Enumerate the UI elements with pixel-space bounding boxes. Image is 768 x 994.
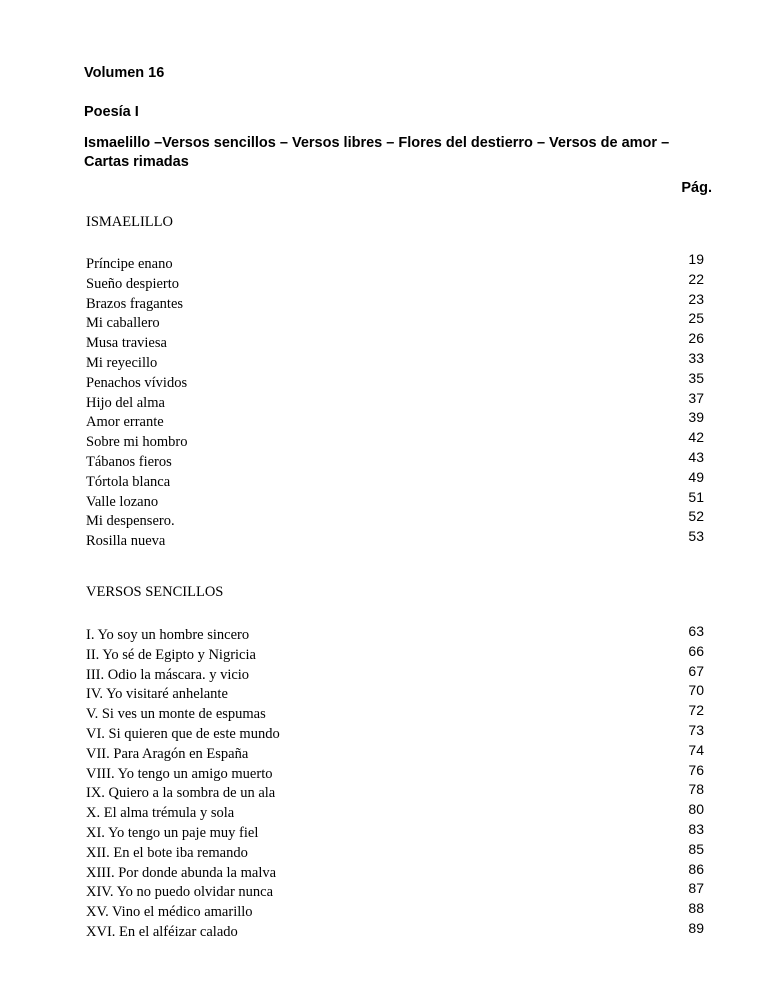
toc-entry-page: 51	[688, 488, 704, 505]
toc-entry-title: Amor errante	[86, 414, 164, 431]
toc-entry-page: 88	[688, 900, 704, 917]
toc-entry-page: 33	[688, 349, 704, 366]
toc-entry-page: 85	[688, 840, 704, 857]
toc-entry-title: X. El alma trémula y sola	[86, 805, 235, 822]
toc-entry-page: 42	[688, 429, 704, 446]
toc-entry-title: VII. Para Aragón en España	[86, 745, 249, 762]
toc-entry-title: Mi reyecillo	[86, 354, 158, 371]
toc-entry-page: 73	[688, 721, 704, 738]
toc-entry-page: 72	[688, 702, 704, 719]
toc-entry-title: Sueño despierto	[86, 275, 180, 292]
toc-entry-page: 35	[688, 369, 704, 386]
toc-entry-page: 83	[688, 820, 704, 837]
toc-entry-title: Valle lozano	[86, 493, 159, 510]
toc-entry-title: III. Odio la máscara. y vicio	[86, 666, 250, 683]
toc-entry-page: 43	[688, 448, 704, 465]
toc-entry-page: 66	[688, 642, 704, 659]
toc-entry-title: Sobre mi hombro	[86, 434, 188, 451]
toc-entry-title: VI. Si quieren que de este mundo	[86, 725, 280, 742]
toc-entry-title: Príncipe enano	[86, 256, 173, 272]
section-title-versos-sencillos: VERSOS SENCILLOS	[86, 584, 224, 600]
toc-entry-page: 78	[688, 781, 704, 798]
section-title-ismaelillo: ISMAELILLO	[86, 214, 173, 230]
toc-entry-title: IX. Quiero a la sombra de un ala	[86, 785, 276, 802]
toc-entry-page: 49	[688, 468, 704, 485]
toc-entry-title: Rosilla nueva	[86, 533, 166, 550]
toc-entry-page: 53	[688, 528, 704, 545]
toc-entry-page: 23	[688, 290, 704, 307]
toc-entry-title: VIII. Yo tengo un amigo muerto	[86, 765, 273, 782]
toc-entry-title: V. Si ves un monte de espumas	[86, 706, 266, 723]
toc-entry-page: 22	[688, 270, 704, 287]
toc-entry-title: Brazos fragantes	[86, 295, 184, 312]
toc-entry-title: II. Yo sé de Egipto y Nigricia	[86, 646, 256, 663]
toc-entry-title: Tábanos fieros	[86, 453, 172, 470]
toc-entry-title: Penachos vívidos	[86, 374, 188, 391]
toc-entry-page: 76	[688, 761, 704, 778]
toc-entry-title: XV. Vino el médico amarillo	[86, 904, 253, 921]
toc-entry-title: Mi despensero.	[86, 513, 175, 530]
toc-entry-title: Tórtola blanca	[86, 473, 171, 490]
toc-entry-page: 26	[688, 330, 704, 347]
toc-entry-title: XIII. Por donde abunda la malva	[86, 864, 277, 881]
toc-entry-title: XIV. Yo no puedo olvidar nunca	[86, 884, 274, 901]
page-numbers-versos-sencillos	[688, 622, 704, 939]
toc-entry-page: 74	[688, 741, 704, 758]
volume-heading: Volumen 16	[84, 65, 165, 81]
toc-entry-page: 89	[688, 919, 704, 936]
toc-entry-title: XII. En el bote iba remando	[86, 844, 248, 861]
toc-entry-title: XI. Yo tengo un paje muy fiel	[86, 824, 259, 841]
toc-entry-page: 39	[688, 409, 704, 426]
toc-entry-page: 80	[688, 801, 704, 818]
subtitle-heading: Poesía I	[84, 104, 139, 120]
section-list-versos-sencillos	[86, 626, 280, 943]
toc-entry-page: 86	[688, 860, 704, 877]
toc-entry-title: XVI. En el alféizar calado	[86, 923, 238, 940]
toc-entry-title: IV. Yo visitaré anhelante	[86, 686, 228, 703]
toc-entry-title: Mi caballero	[86, 315, 160, 332]
page-column-label: Pág.	[681, 180, 712, 196]
toc-entry-page: 70	[688, 682, 704, 699]
toc-entry-page: 37	[688, 389, 704, 406]
toc-entry-title: I. Yo soy un hombre sincero	[86, 627, 250, 643]
section-list-ismaelillo	[86, 255, 188, 552]
toc-entry-page: 52	[688, 508, 704, 525]
toc-entry-page: 67	[688, 662, 704, 679]
toc-entry-title: Musa traviesa	[86, 335, 167, 352]
page-numbers-ismaelillo	[688, 250, 704, 547]
contents-title: Ismaelillo –Versos sencillos – Versos libres – Flores del destierro – Versos de amor – Cartas rimadas	[84, 135, 670, 170]
toc-entry-page: 25	[688, 310, 704, 327]
toc-entry-page: 87	[688, 880, 704, 897]
toc-entry-page: 63	[688, 623, 704, 639]
toc-entry-title: Hijo del alma	[86, 394, 165, 411]
toc-entry-page: 19	[688, 251, 704, 267]
